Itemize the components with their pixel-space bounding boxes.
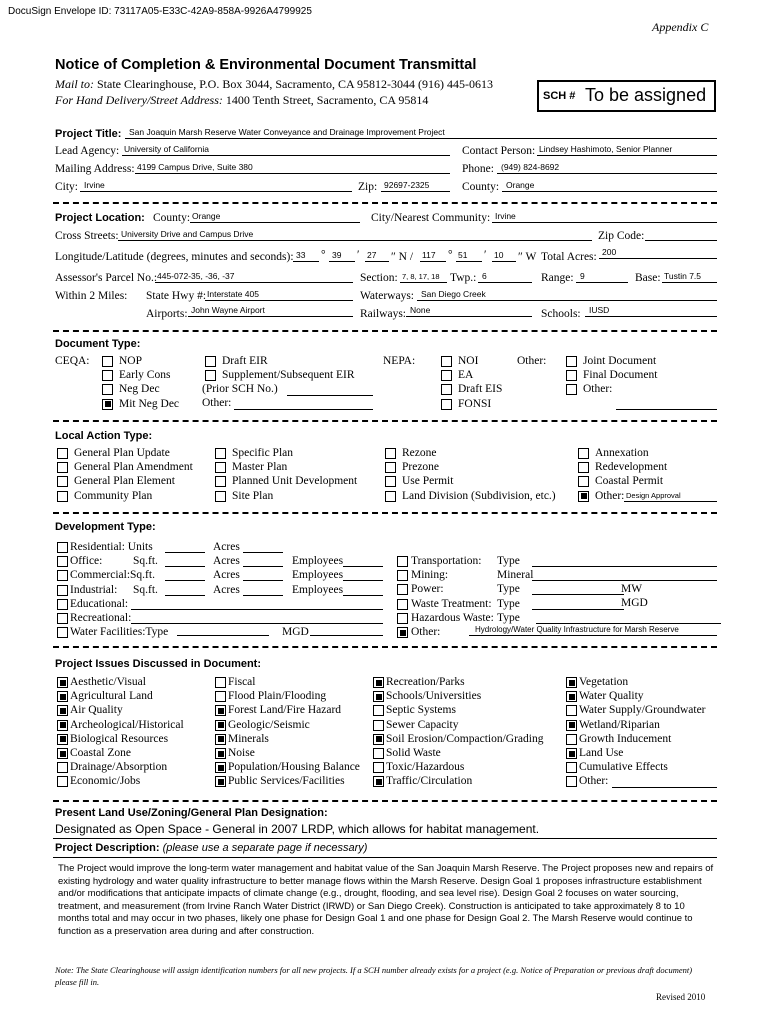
- zip-label: Zip:: [358, 181, 378, 193]
- educational-checkbox[interactable]: [57, 599, 68, 610]
- dev-employees-2-field[interactable]: [343, 568, 383, 581]
- prior-sch-no-label: (Prior SCH No.): [202, 383, 278, 395]
- lon-minutes-field[interactable]: 51: [456, 249, 482, 262]
- zip-code-label: Zip Code:: [598, 230, 645, 242]
- acres-label: Acres: [213, 569, 240, 582]
- local-action-heading: Local Action Type:: [55, 430, 153, 442]
- railways-label: Railways:: [360, 308, 406, 320]
- aesthetic-visual-checkbox[interactable]: [57, 677, 68, 688]
- early-cons-label: Early Cons: [119, 369, 171, 382]
- hazardous-waste-label: Hazardous Waste:: [411, 611, 494, 624]
- drainage-absorption-checkbox[interactable]: [57, 762, 68, 773]
- prezone-label: Prezone: [402, 461, 440, 474]
- contact-person-field[interactable]: Lindsey Hashimoto, Senior Planner: [537, 143, 717, 156]
- supplement-subsequent-eir-label: Supplement/Subsequent EIR: [222, 369, 355, 382]
- redevelopment-checkbox[interactable]: [578, 462, 589, 473]
- general-plan-update-label: General Plan Update: [74, 447, 170, 459]
- latlon-label: Longitude/Latitude (degrees, minutes and seconds):: [55, 251, 294, 263]
- twp-field[interactable]: 6: [478, 270, 532, 283]
- draft-eir-checkbox[interactable]: [205, 356, 216, 367]
- annexation-label: Annexation: [595, 447, 649, 459]
- mining-checkbox[interactable]: [397, 570, 408, 581]
- zip-field[interactable]: 92697-2325: [381, 179, 450, 192]
- agricultural-land-checkbox[interactable]: [57, 691, 68, 702]
- waste-treatment-type-field[interactable]: [532, 597, 624, 610]
- location-county-field[interactable]: Orange: [190, 210, 360, 223]
- draft-eis-checkbox[interactable]: [441, 384, 452, 395]
- community-plan-label: Community Plan: [74, 489, 153, 502]
- lon-seconds-field[interactable]: 10: [492, 249, 516, 262]
- general-plan-amendment-checkbox[interactable]: [57, 462, 68, 473]
- employees-label: Employees: [292, 583, 344, 596]
- growth-inducement-label: Growth Inducement: [579, 732, 672, 745]
- specific-plan-checkbox[interactable]: [215, 448, 226, 459]
- mining-type-field[interactable]: [532, 568, 717, 581]
- land-use-heading: Present Land Use/Zoning/General Plan Designation:: [55, 807, 328, 819]
- prior-sch-field[interactable]: [287, 383, 373, 396]
- hand-delivery-line: For Hand Delivery/Street Address: 1400 Tenth Street, Sacramento, CA 95814: [55, 93, 429, 107]
- twp-label: Twp.:: [450, 272, 477, 284]
- power-type-field[interactable]: [532, 582, 624, 595]
- solid-waste-checkbox[interactable]: [373, 748, 384, 759]
- mining-label: Mining:: [411, 569, 449, 582]
- use-permit-label: Use Permit: [402, 475, 454, 488]
- divider: [53, 202, 717, 204]
- other-label: Other:: [583, 383, 613, 396]
- noise-label: Noise: [228, 747, 255, 759]
- supplement-subsequent-eir-checkbox[interactable]: [205, 370, 216, 381]
- neg-dec-checkbox[interactable]: [102, 384, 113, 395]
- specific-plan-label: Specific Plan: [232, 447, 293, 459]
- section-field[interactable]: 7, 8, 17, 18: [400, 270, 447, 283]
- dev-qty-2-field[interactable]: [165, 568, 205, 581]
- divider: [53, 800, 717, 802]
- geologic-seismic-label: Geologic/Seismic: [228, 718, 310, 731]
- transportation-type-field[interactable]: [532, 554, 717, 567]
- recreational-checkbox[interactable]: [57, 613, 68, 624]
- phone-field[interactable]: (949) 824-8692: [497, 161, 717, 174]
- cumulative-effects-label: Cumulative Effects: [579, 761, 668, 774]
- residential-units-checkbox[interactable]: [57, 542, 68, 553]
- water-mgd-field[interactable]: [310, 623, 383, 636]
- waste-treatment-checkbox[interactable]: [397, 599, 408, 610]
- wetland-riparian-checkbox[interactable]: [566, 720, 577, 731]
- water-supply-groundwater-checkbox[interactable]: [566, 705, 577, 716]
- apn-label: Assessor's Parcel No.:: [55, 272, 158, 284]
- dev-qty-1-field[interactable]: [165, 554, 205, 567]
- project-description-text[interactable]: The Project would improve the long-term water management and habitat value of the San Joaquin Marsh Reserve. The Project proposes new and repairs of existing hydrology and water quality infrastructure to better manage flows within the Marsh Reserve. Design Goal 1 proposes infrastructure establishment and/or modifications that anticipate impacts of climate change (e.g., drought, flooding, and sea level rise). Design Goal 2 focuses on water sourcing, treatment, and measurement (from Irvine Ranch Water District (IRWD) or San Diego Creek). Construction is anticipated to take approximately 8 to 10 months total and may occur in two phases, likely one phase for Design Goal 1 and one phase for Design Goal 2. The Marsh Reserve would continue to function as a preservation area during and after construction.: [58, 863, 714, 937]
- other-checkbox[interactable]: [566, 384, 577, 395]
- wetland-riparian-label: Wetland/Riparian: [579, 718, 660, 731]
- range-label: Range:: [541, 272, 574, 284]
- office-checkbox[interactable]: [57, 556, 68, 567]
- toxic-hazardous-label: Toxic/Hazardous: [386, 761, 465, 774]
- educational-label: Educational:: [70, 597, 129, 610]
- other-label: Other:: [411, 626, 441, 638]
- city-field[interactable]: Irvine: [80, 179, 352, 192]
- dev-acres-0-field[interactable]: [243, 540, 283, 553]
- hazardous-waste-type-field[interactable]: [536, 611, 721, 624]
- section-label: Section:: [360, 272, 398, 284]
- site-plan-label: Site Plan: [232, 489, 274, 502]
- sch-label: SCH #: [543, 90, 576, 102]
- total-acres-field[interactable]: 200: [599, 246, 717, 259]
- vegetation-checkbox[interactable]: [566, 677, 577, 688]
- degree-symbol: °: [448, 249, 453, 261]
- coastal-permit-checkbox[interactable]: [578, 476, 589, 487]
- general-plan-element-label: General Plan Element: [74, 475, 175, 488]
- other-checkbox[interactable]: [566, 776, 577, 787]
- nepa-label: NEPA:: [383, 355, 416, 367]
- dev-employees-1-field[interactable]: [343, 554, 383, 567]
- use-permit-checkbox[interactable]: [385, 476, 396, 487]
- planned-unit-development-label: Planned Unit Development: [232, 475, 358, 488]
- divider: [53, 512, 717, 514]
- water-quality-checkbox[interactable]: [566, 691, 577, 702]
- mailing-address-label: Mailing Address:: [55, 163, 135, 175]
- divider: [53, 857, 717, 858]
- commercial-sq-ft-checkbox[interactable]: [57, 570, 68, 581]
- mining-type-label: Mineral: [497, 569, 534, 582]
- other-label: Other:: [595, 489, 625, 502]
- within-2-miles-label: Within 2 Miles:: [55, 290, 128, 302]
- agricultural-land-label: Agricultural Land: [70, 690, 153, 703]
- divider: [53, 646, 717, 648]
- planned-unit-development-checkbox[interactable]: [215, 476, 226, 487]
- state-hwy-label: State Hwy #:: [146, 290, 207, 302]
- draft-eir-label: Draft EIR: [222, 355, 268, 367]
- state-hwy-field[interactable]: Interstate 405: [205, 288, 353, 301]
- schools-field[interactable]: IUSD: [585, 304, 717, 317]
- final-document-checkbox[interactable]: [566, 370, 577, 381]
- divider: [53, 330, 717, 332]
- location-county-label: County:: [153, 212, 191, 224]
- draft-eis-label: Draft EIS: [458, 383, 503, 396]
- lead-agency-label: Lead Agency:: [55, 145, 120, 157]
- joint-document-label: Joint Document: [583, 355, 657, 367]
- economic-jobs-checkbox[interactable]: [57, 776, 68, 787]
- noise-checkbox[interactable]: [215, 748, 226, 759]
- general-plan-amendment-label: General Plan Amendment: [74, 461, 193, 474]
- mit-neg-dec-checkbox[interactable]: [102, 399, 113, 410]
- sewer-capacity-checkbox[interactable]: [373, 720, 384, 731]
- mailing-address-field[interactable]: 4199 Campus Drive, Suite 380: [135, 161, 450, 174]
- waterways-field[interactable]: San Diego Creek: [417, 288, 717, 301]
- project-location-label: Project Location:: [55, 212, 145, 224]
- divider: [53, 838, 717, 839]
- commercial-sq-ft-label: Commercial:Sq.ft.: [70, 569, 155, 582]
- transportation-label: Transportation:: [411, 555, 482, 567]
- general-plan-element-checkbox[interactable]: [57, 476, 68, 487]
- public-services-facilities-checkbox[interactable]: [215, 776, 226, 787]
- industrial-checkbox[interactable]: [57, 585, 68, 596]
- power-checkbox[interactable]: [397, 584, 408, 595]
- ea-label: EA: [458, 369, 474, 382]
- other-checkbox[interactable]: [578, 491, 589, 502]
- power-type-label: Type: [497, 583, 520, 596]
- sch-number[interactable]: To be assigned: [585, 85, 707, 105]
- base-label: Base:: [635, 272, 661, 284]
- forest-land-fire-hazard-checkbox[interactable]: [215, 705, 226, 716]
- revised-date: Revised 2010: [656, 992, 706, 1002]
- public-services-facilities-label: Public Services/Facilities: [228, 775, 345, 788]
- total-acres-label: Total Acres:: [541, 251, 597, 263]
- apn-field[interactable]: 445-072-35, -36, -37: [155, 270, 353, 283]
- appendix-label: Appendix C: [652, 20, 709, 34]
- early-cons-checkbox[interactable]: [102, 370, 113, 381]
- document-type-heading: Document Type:: [55, 338, 141, 350]
- envelope-id: DocuSign Envelope ID: 73117A05-E33C-42A9-858A-9926A4799925: [8, 6, 312, 17]
- community-plan-checkbox[interactable]: [57, 491, 68, 502]
- soil-erosion-compaction-grading-checkbox[interactable]: [373, 734, 384, 745]
- mail-to-line: Mail to: State Clearinghouse, P.O. Box 3044, Sacramento, CA 95812-3044 (916) 445-0613: [55, 77, 493, 91]
- zip-code-field[interactable]: [645, 228, 717, 241]
- fonsi-label: FONSI: [458, 397, 492, 410]
- clearinghouse-note: Note: The State Clearinghouse will assign identification numbers for all new projects. If a SCH number already exists for a project (e.g. Notice of Preparation or previous draft document) please fill in.: [55, 965, 693, 987]
- mit-neg-dec-label: Mit Neg Dec: [119, 397, 180, 410]
- employees-label: Employees: [292, 569, 344, 582]
- joint-document-checkbox[interactable]: [566, 356, 577, 367]
- cross-streets-label: Cross Streets:: [55, 230, 119, 242]
- population-housing-balance-checkbox[interactable]: [215, 762, 226, 773]
- general-plan-update-checkbox[interactable]: [57, 448, 68, 459]
- mgd-label-right: MGD: [621, 597, 648, 609]
- transportation-checkbox[interactable]: [397, 556, 408, 567]
- minerals-label: Minerals: [228, 732, 269, 745]
- lat-seconds-field[interactable]: 27: [365, 249, 389, 262]
- hazardous-waste-checkbox[interactable]: [397, 613, 408, 624]
- sch-box: [537, 80, 716, 112]
- cross-streets-field[interactable]: University Drive and Campus Drive: [118, 228, 592, 241]
- acres-label: Acres: [213, 555, 240, 568]
- mgd-label: MGD: [282, 626, 309, 638]
- lon-degrees-field[interactable]: 117: [420, 249, 446, 262]
- vegetation-label: Vegetation: [579, 676, 629, 688]
- solid-waste-label: Solid Waste: [386, 747, 441, 759]
- nearest-community-label: City/Nearest Community:: [371, 212, 491, 224]
- drainage-absorption-label: Drainage/Absorption: [70, 761, 168, 774]
- minute-symbol: ′: [484, 249, 487, 261]
- nearest-community-field[interactable]: Irvine: [492, 210, 717, 223]
- recreation-parks-label: Recreation/Parks: [386, 676, 465, 688]
- biological-resources-checkbox[interactable]: [57, 734, 68, 745]
- geologic-seismic-checkbox[interactable]: [215, 720, 226, 731]
- master-plan-checkbox[interactable]: [215, 462, 226, 473]
- land-use-label: Land Use: [579, 747, 624, 759]
- acres-label: Acres: [213, 583, 240, 596]
- lat-minutes-field[interactable]: 39: [329, 249, 355, 262]
- mw-label: MW: [621, 583, 643, 595]
- schools-label: Schools:: [541, 308, 581, 320]
- project-title-field[interactable]: San Joaquin Marsh Reserve Water Conveyance and Drainage Improvement Project: [125, 126, 717, 139]
- industrial-label: Industrial:: [70, 583, 118, 596]
- transportation-type-label: Type: [497, 555, 520, 567]
- railways-field[interactable]: None: [406, 304, 532, 317]
- residential-units-label: Residential: Units: [70, 541, 153, 553]
- archeological-historical-checkbox[interactable]: [57, 720, 68, 731]
- airports-field[interactable]: John Wayne Airport: [188, 304, 353, 317]
- project-title-label: Project Title:: [55, 128, 122, 140]
- septic-systems-label: Septic Systems: [386, 704, 456, 717]
- local-action-other-field[interactable]: Design Approval: [624, 489, 717, 502]
- land-division-subdivision-etc-checkbox[interactable]: [385, 491, 396, 502]
- water-facilities-type-field[interactable]: [177, 623, 269, 636]
- coastal-zone-label: Coastal Zone: [70, 747, 131, 759]
- flood-plain-flooding-checkbox[interactable]: [215, 691, 226, 702]
- water-facilities-type-checkbox[interactable]: [57, 627, 68, 638]
- recreation-parks-checkbox[interactable]: [373, 677, 384, 688]
- coastal-permit-label: Coastal Permit: [595, 475, 664, 488]
- recreational-label: Recreational:: [70, 612, 132, 624]
- development-other-field[interactable]: Hydrology/Water Quality Infrastructure for Marsh Reserve: [469, 623, 717, 636]
- waste-treatment-type-label: Type: [497, 597, 520, 610]
- water-quality-label: Water Quality: [579, 690, 644, 703]
- annexation-checkbox[interactable]: [578, 448, 589, 459]
- city-label: City:: [55, 181, 79, 193]
- hazardous-waste-type-label: Type: [497, 611, 520, 624]
- base-field[interactable]: Tustin 7.5: [662, 270, 717, 283]
- sqft-label: Sq.ft.: [133, 555, 158, 568]
- north-label: ″ N /: [391, 251, 414, 263]
- project-issues-heading: Project Issues Discussed in Document:: [55, 658, 262, 670]
- noi-checkbox[interactable]: [441, 356, 452, 367]
- employees-label: Employees: [292, 555, 344, 568]
- county-field[interactable]: Orange: [502, 179, 717, 192]
- aesthetic-visual-label: Aesthetic/Visual: [70, 676, 146, 688]
- acres-label: Acres: [213, 541, 240, 553]
- other-checkbox[interactable]: [397, 627, 408, 638]
- neg-dec-label: Neg Dec: [119, 383, 160, 396]
- minute-symbol: ′: [357, 249, 360, 261]
- dev-acres-1-field[interactable]: [243, 554, 283, 567]
- degree-symbol: °: [321, 249, 326, 261]
- traffic-circulation-label: Traffic/Circulation: [386, 775, 473, 788]
- ceqa-label: CEQA:: [55, 355, 90, 367]
- growth-inducement-checkbox[interactable]: [566, 734, 577, 745]
- nop-label: NOP: [119, 355, 143, 367]
- site-plan-checkbox[interactable]: [215, 491, 226, 502]
- ceqa-other-field[interactable]: [234, 397, 373, 410]
- land-use-checkbox[interactable]: [566, 748, 577, 759]
- fiscal-checkbox[interactable]: [215, 677, 226, 688]
- soil-erosion-compaction-grading-label: Soil Erosion/Compaction/Grading: [386, 732, 544, 745]
- range-field[interactable]: 9: [576, 270, 628, 283]
- county-label: County:: [462, 181, 500, 193]
- doc-other-field[interactable]: [616, 397, 717, 410]
- cumulative-effects-checkbox[interactable]: [566, 762, 577, 773]
- educational-field[interactable]: [131, 597, 383, 610]
- waste-treatment-label: Waste Treatment:: [411, 597, 492, 610]
- rezone-label: Rezone: [402, 447, 437, 459]
- sqft-label: Sq.ft.: [133, 583, 158, 596]
- schools-universities-checkbox[interactable]: [373, 691, 384, 702]
- dev-acres-3-field[interactable]: [243, 583, 283, 596]
- project-description-heading: Project Description: (please use a separate page if necessary): [55, 842, 368, 854]
- form-title: Notice of Completion & Environmental Document Transmittal: [55, 57, 477, 73]
- lead-agency-field[interactable]: University of California: [122, 143, 450, 156]
- biological-resources-label: Biological Resources: [70, 732, 169, 745]
- final-document-label: Final Document: [583, 369, 658, 382]
- dev-qty-0-field[interactable]: [165, 540, 205, 553]
- air-quality-label: Air Quality: [70, 704, 123, 717]
- water-facilities-type-label: Water Facilities:Type: [70, 626, 169, 639]
- water-supply-groundwater-label: Water Supply/Groundwater: [579, 704, 706, 717]
- west-label: ″ W: [518, 251, 537, 263]
- contact-person-label: Contact Person:: [462, 145, 536, 157]
- coastal-zone-checkbox[interactable]: [57, 748, 68, 759]
- fiscal-label: Fiscal: [228, 676, 256, 688]
- issues-other-field[interactable]: [612, 775, 717, 788]
- other-label: Other:: [517, 355, 547, 367]
- land-division-subdivision-etc-label: Land Division (Subdivision, etc.): [402, 489, 556, 502]
- divider: [53, 420, 717, 422]
- septic-systems-checkbox[interactable]: [373, 705, 384, 716]
- phone-label: Phone:: [462, 163, 494, 175]
- schools-universities-label: Schools/Universities: [386, 690, 482, 703]
- traffic-circulation-checkbox[interactable]: [373, 776, 384, 787]
- flood-plain-flooding-label: Flood Plain/Flooding: [228, 690, 327, 703]
- office-label: Office:: [70, 555, 103, 568]
- minerals-checkbox[interactable]: [215, 734, 226, 745]
- power-label: Power:: [411, 583, 444, 596]
- dev-employees-3-field[interactable]: [343, 583, 383, 596]
- population-housing-balance-label: Population/Housing Balance: [228, 761, 360, 774]
- forest-land-fire-hazard-label: Forest Land/Fire Hazard: [228, 704, 342, 717]
- fonsi-checkbox[interactable]: [441, 399, 452, 410]
- development-type-heading: Development Type:: [55, 521, 156, 533]
- nop-checkbox[interactable]: [102, 356, 113, 367]
- redevelopment-label: Redevelopment: [595, 461, 668, 474]
- dev-qty-3-field[interactable]: [165, 583, 205, 596]
- other-label: Other:: [579, 775, 609, 788]
- other-label: Other:: [202, 397, 232, 410]
- lat-degrees-field[interactable]: 33: [293, 249, 319, 262]
- air-quality-checkbox[interactable]: [57, 705, 68, 716]
- sewer-capacity-label: Sewer Capacity: [386, 718, 459, 731]
- master-plan-label: Master Plan: [232, 461, 288, 474]
- ea-checkbox[interactable]: [441, 370, 452, 381]
- noi-label: NOI: [458, 355, 479, 367]
- waterways-label: Waterways:: [360, 290, 414, 302]
- land-use-value[interactable]: Designated as Open Space - General in 2007 LRDP, which allows for habitat management.: [55, 822, 540, 836]
- economic-jobs-label: Economic/Jobs: [70, 775, 141, 788]
- dev-acres-2-field[interactable]: [243, 568, 283, 581]
- archeological-historical-label: Archeological/Historical: [70, 718, 184, 731]
- rezone-checkbox[interactable]: [385, 448, 396, 459]
- airports-label: Airports:: [146, 308, 188, 320]
- toxic-hazardous-checkbox[interactable]: [373, 762, 384, 773]
- prezone-checkbox[interactable]: [385, 462, 396, 473]
